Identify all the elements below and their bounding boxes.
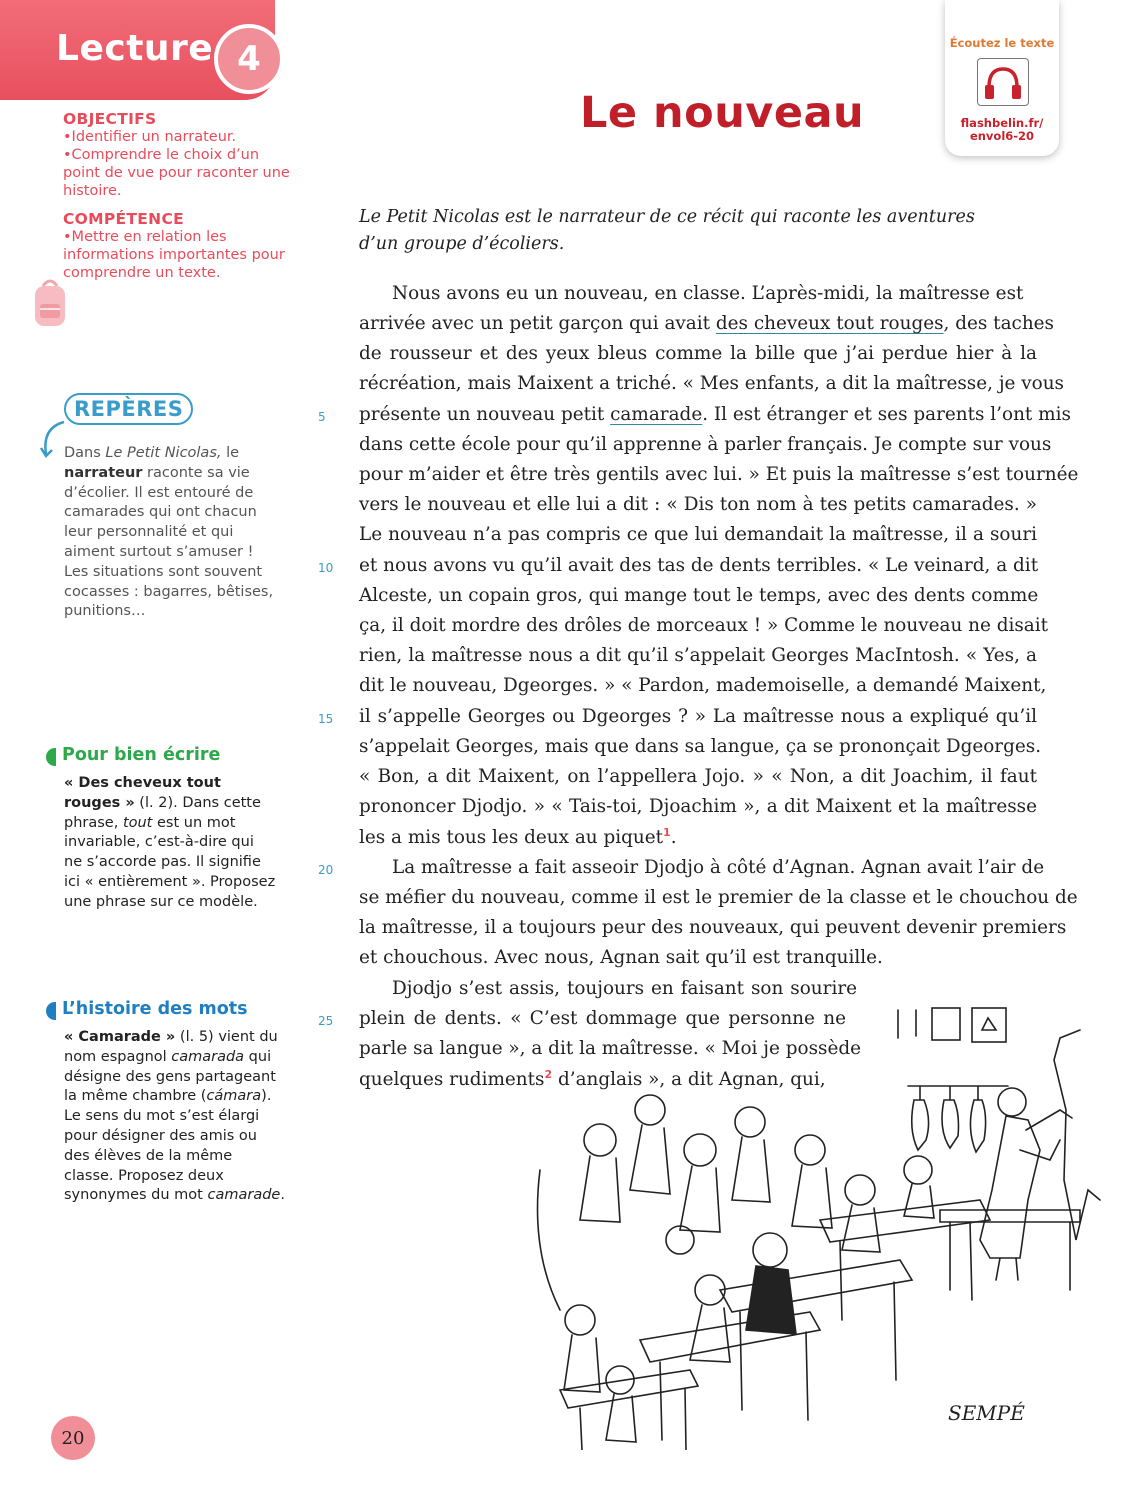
footnote-marker[interactable]: 1	[663, 826, 671, 839]
page-number-badge	[51, 1416, 95, 1460]
text-line: les a mis tous les deux au piquet$^1$.	[359, 826, 677, 849]
histoire-des-mots-text: « Camarade » (l. 5) vient du nom espagnol camarada qui désigne des gens partageant la même chambre (cámara). Le sens du mot s’est élargi pour désigner des amis ou des élèves de la même classe. Proposez deux synonymes du mot camarade.	[64, 1029, 285, 1204]
histoire-des-mots-title: L’histoire des mots	[62, 999, 248, 1019]
text-line: la maîtresse, il a toujours peur des nouveaux, qui peuvent devenir premiers	[359, 917, 1067, 938]
text-line: et chouchous. Avec nous, Agnan sait qu’il est tranquille.	[359, 947, 883, 968]
text-line: Djodjo s’est assis, toujours en faisant son sourire	[392, 978, 857, 999]
text-line: dit le nouveau, Dgeorges. » « Pardon, mademoiselle, a demandé Maixent,	[359, 675, 1047, 696]
competence-item: •Mettre en relation les informations importantes pour comprendre un texte.	[63, 229, 285, 281]
text-line: il s’appelle Georges ou Dgeorges ? » La maîtresse nous a expliqué qu’il	[359, 706, 1037, 727]
underlined-word: camarade	[610, 404, 703, 425]
objective-item: •Identifier un narrateur.	[63, 129, 237, 145]
illustrator-signature: SEMPÉ	[948, 1401, 1025, 1425]
objectives-block	[63, 110, 293, 200]
text-line: plein de dents. « C’est dommage que personne ne	[359, 1008, 846, 1029]
line-number: 10	[318, 561, 334, 575]
objective-item: •Comprendre le choix d’un point de vue pour raconter une histoire.	[63, 147, 290, 199]
text-line: de rousseur et des yeux bleus comme la bille que j’ai perdue hier à la	[359, 343, 1037, 364]
pour-bien-ecrire-title: Pour bien écrire	[62, 745, 221, 765]
text-line: et nous avons vu qu’il avait des tas de dents terribles. « Le veinard, a dit	[359, 555, 1039, 576]
text-line: quelques rudiments$^2$ d’anglais », a dit Agnan, qui,	[359, 1068, 826, 1091]
objectives-heading: OBJECTIFS	[63, 110, 157, 128]
text-line: La maîtresse a fait asseoir Djodjo à côté d’Agnan. Agnan avait l’air de	[392, 857, 1045, 878]
headphones-icon	[977, 58, 1029, 106]
text-line: s’appelait Georges, mais que dans sa langue, ça se prononçait Dgeorges.	[359, 736, 1042, 757]
audio-url-code[interactable]: envol6-20	[969, 129, 1035, 143]
audio-title: Écoutez le texte	[949, 36, 1055, 50]
page-title: Le nouveau	[580, 88, 865, 138]
footnote-marker[interactable]: 2	[544, 1068, 553, 1081]
text-line: parle sa langue », a dit la maîtresse. « Moi je possède	[359, 1038, 861, 1059]
section-label: Lecture	[56, 28, 214, 69]
text-line: présente un nouveau petit camarade. Il est étranger et ses parents l’ont mis	[359, 404, 1071, 425]
backpack-icon	[32, 278, 68, 328]
text-line: ça, il doit mordre des drôles de morceaux ! » Comme le nouveau ne disait	[359, 615, 1049, 636]
section-number: 4	[237, 39, 261, 79]
reperes-text: Dans Le Petit Nicolas, le narrateur raconte sa vie d’écolier. Il est entouré de camarades qui ont chacun leur personnalité et qui aiment surtout s’amuser ! Les situations sont souvent cocasses : bagarres, bêtises, punitions…	[64, 445, 274, 620]
text-line: récréation, mais Maixent a triché. « Mes enfants, a dit la maîtresse, je vous	[359, 373, 1064, 394]
text-line: arrivée avec un petit garçon qui avait des cheveux tout rouges, des taches	[359, 313, 1054, 334]
text-line: pour m’aider et être très gentils avec lui. » Et puis la maîtresse s’est tournée	[359, 464, 1079, 485]
text-line: Le nouveau n’a pas compris ce que lui demandait la maîtresse, il a souri	[359, 524, 1037, 545]
blue-marker	[46, 1002, 56, 1020]
section-number-badge	[214, 24, 284, 94]
pour-bien-ecrire-text: « Des cheveux tout rouges » (l. 2). Dans cette phrase, tout est un mot invariable, c’est-à-dire qui ne s’accorde pas. Il signifie ici « entièrement ». Proposez une phrase sur ce modèle.	[64, 775, 276, 910]
line-number: 5	[318, 410, 326, 424]
line-number: 25	[318, 1014, 334, 1028]
green-marker	[46, 748, 56, 766]
competence-block	[63, 210, 293, 282]
text-line: Alceste, un copain gros, qui mange tout le temps, avec des dents comme	[359, 585, 1039, 606]
text-line: vers le nouveau et elle lui a dit : « Dis ton nom à tes petits camarades. »	[359, 494, 1037, 515]
audio-link-box[interactable]	[945, 0, 1059, 156]
text-line: se méfier du nouveau, comme il est le premier de la classe et le chouchou de	[359, 887, 1078, 908]
intro-text: Le Petit Nicolas est le narrateur de ce récit qui raconte les aventures d’un groupe d’écoliers.	[359, 207, 975, 254]
text-line: rien, la maîtresse nous a dit qu’il s’appelait Georges MacIntosh. « Yes, a	[359, 645, 1037, 666]
line-number: 20	[318, 863, 334, 877]
reperes-label: REPÈRES	[64, 393, 193, 425]
text-line: « Bon, a dit Maixent, on l’appellera Jojo. » « Non, a dit Joachim, il faut	[359, 766, 1037, 787]
competence-heading: COMPÉTENCE	[63, 210, 185, 228]
text-line: Nous avons eu un nouveau, en classe. L’après-midi, la maîtresse est	[392, 283, 1024, 304]
page-number: 20	[61, 1427, 85, 1449]
text-line: dans cette école pour qu’il apprenne à parler français. Je compte sur vous	[359, 434, 1052, 455]
underlined-phrase: des cheveux tout rouges	[715, 313, 944, 334]
text-line: prononcer Djodjo. » « Tais-toi, Djoachim », a dit Maixent et la maîtresse	[359, 796, 1037, 817]
classroom-illustration	[520, 990, 1110, 1450]
audio-url[interactable]: flashbelin.fr/	[960, 116, 1044, 130]
line-number: 15	[318, 712, 334, 726]
